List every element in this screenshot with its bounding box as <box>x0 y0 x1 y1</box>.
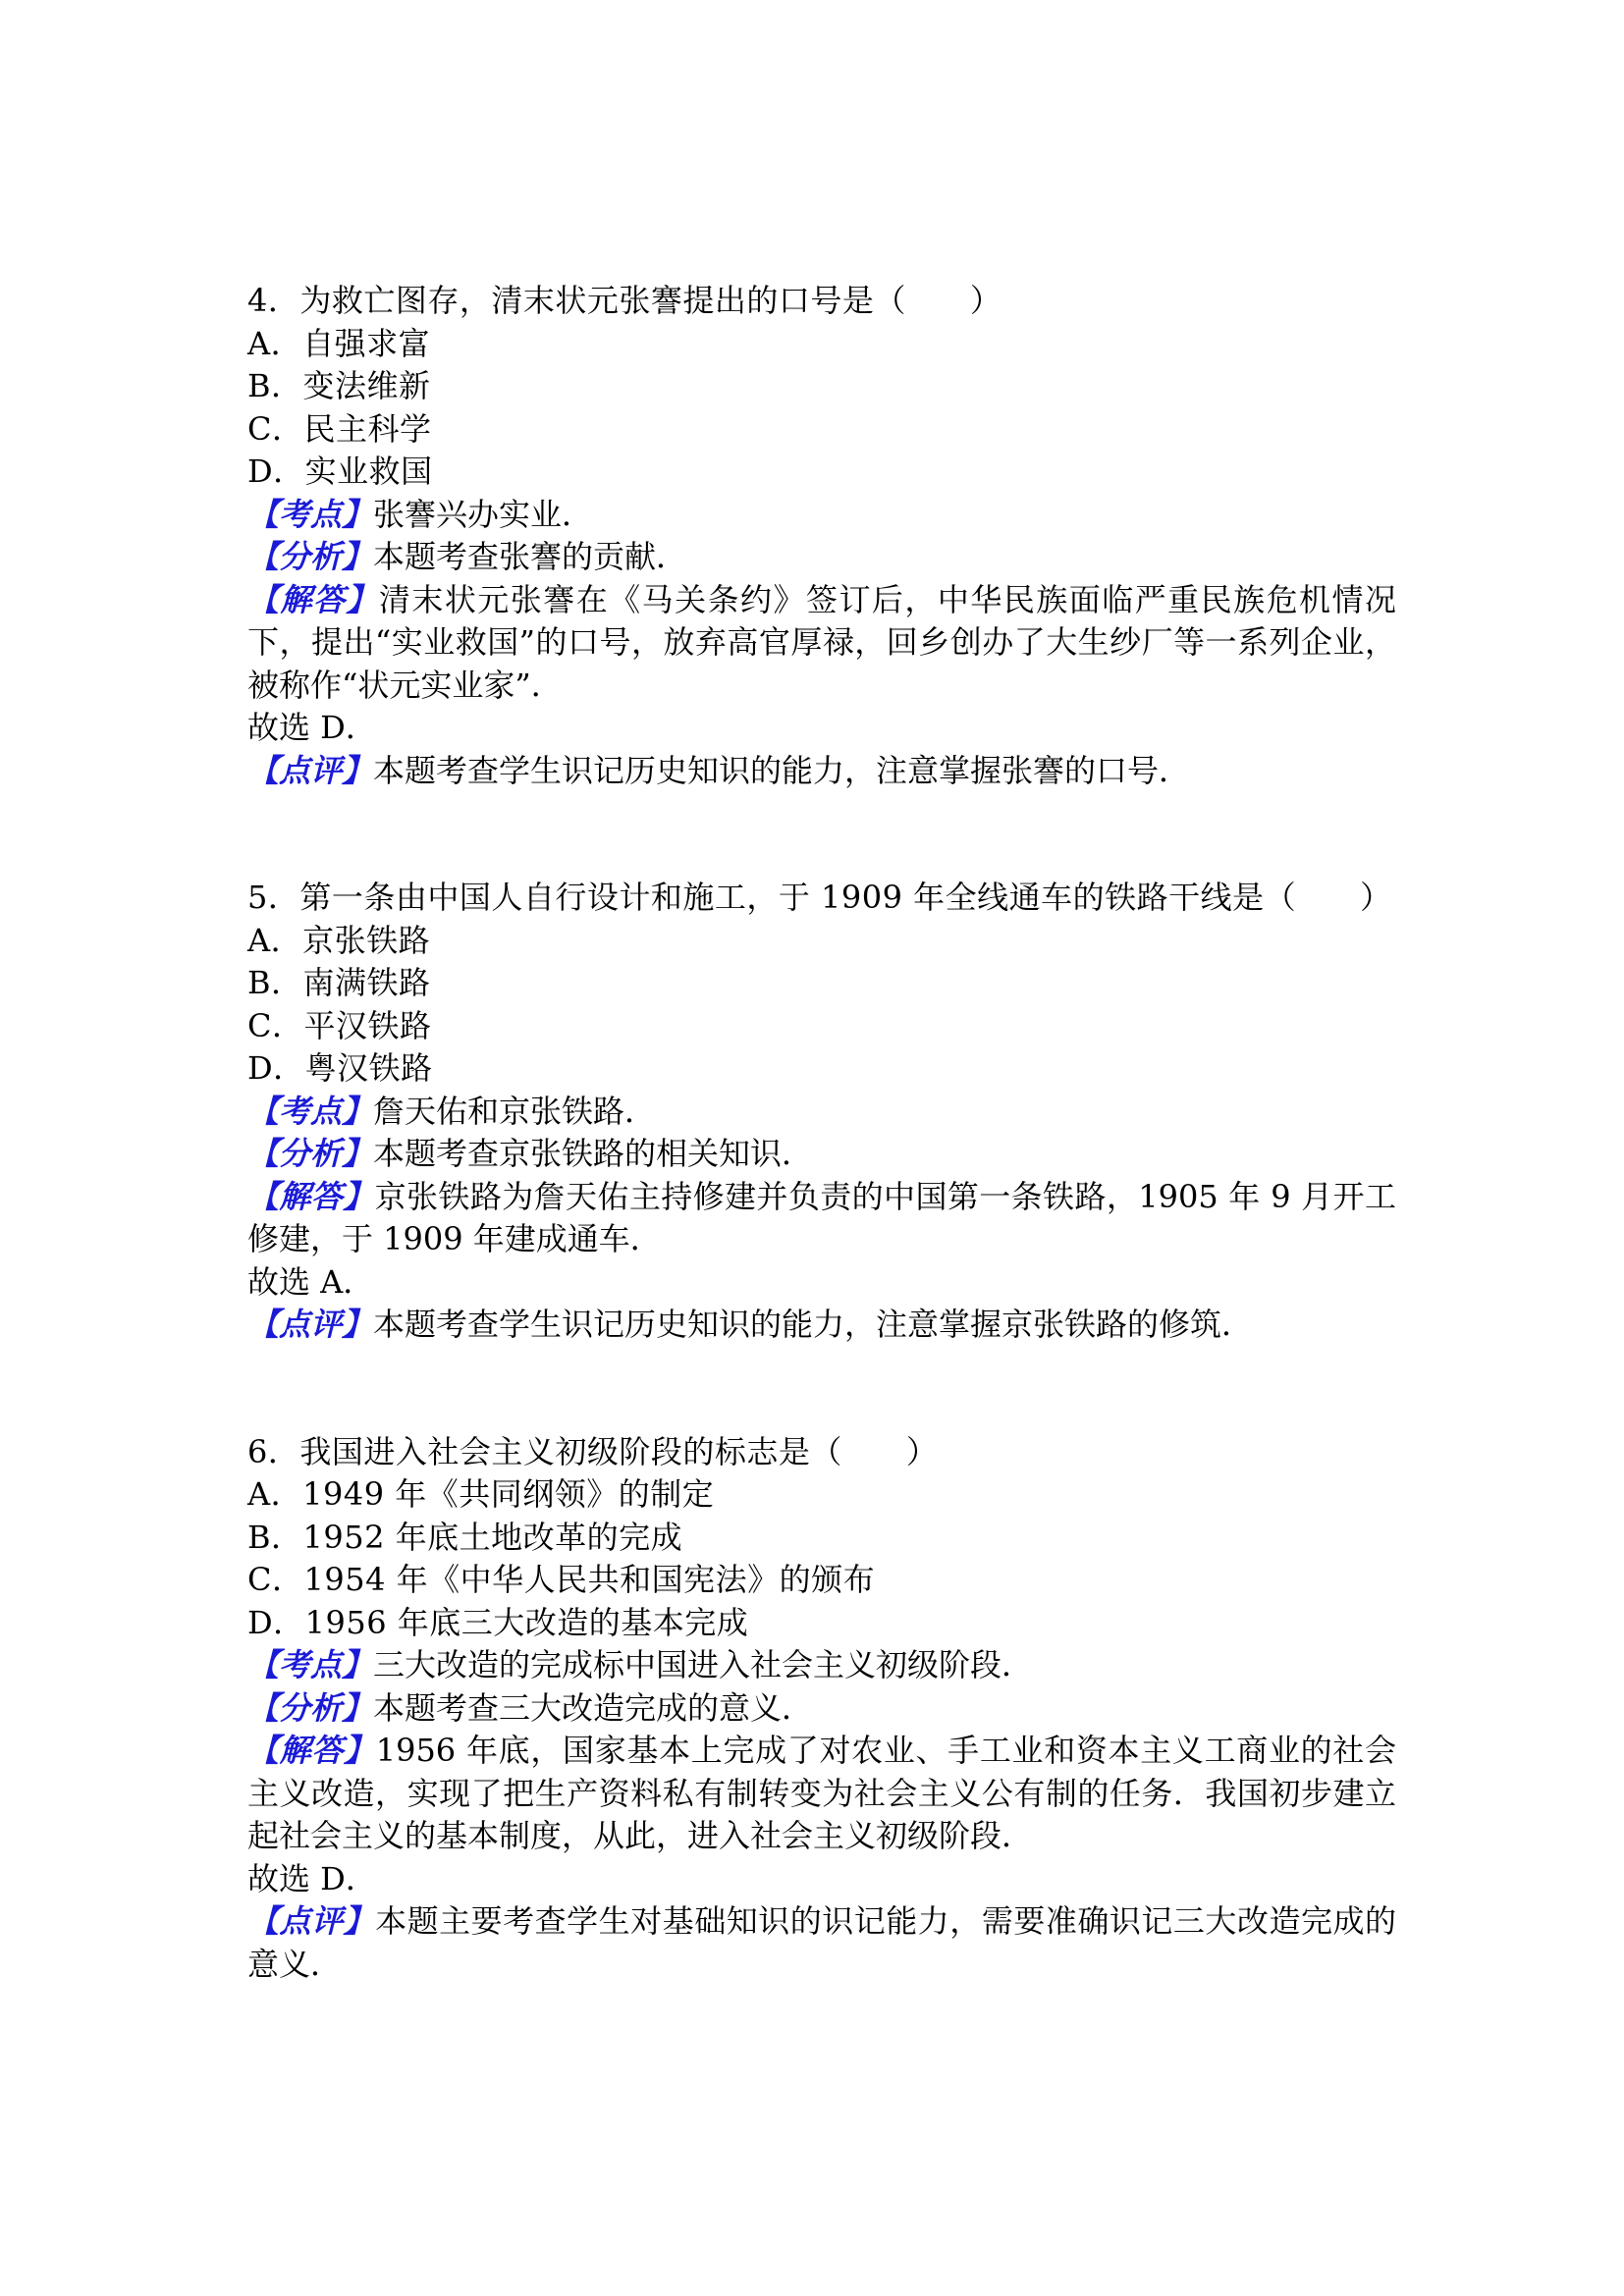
kaodian-text: 詹天佑和京张铁路． <box>373 1092 657 1130</box>
question-stem: 5．第一条由中国人自行设计和施工，于 1909 年全线通车的铁路干线是（ ） <box>247 879 1392 916</box>
jieda-text: 清末状元张謇在《马关条约》签订后，中华民族面临严重民族危机情况下，提出“实业救国”的口号，放弃高官厚禄，回乡创办了大生纱厂等一系列企业，被称作“状元实业家”． <box>247 580 1396 704</box>
jieda-section <box>247 1730 1396 1858</box>
kaodian-section <box>247 494 1396 537</box>
fenxi-label: 【分析】 <box>247 1135 374 1172</box>
option-a: A．自强求富 <box>247 324 431 362</box>
option-d: D．粤汉铁路 <box>247 1049 433 1087</box>
jieda-section <box>247 1176 1396 1261</box>
option-b: B．变法维新 <box>247 367 431 404</box>
kaodian-section <box>247 1644 1396 1687</box>
jieda-text: 京张铁路为詹天佑主持修建并负责的中国第一条铁路，1905 年 9 月开工修建，于 1909 年建成通车． <box>247 1177 1396 1257</box>
question-5 <box>247 877 1396 1347</box>
dianping-section <box>247 1900 1396 1986</box>
answer-line: 故选 A． <box>247 1262 375 1301</box>
option-d: D．实业救国 <box>247 453 433 490</box>
question-6 <box>247 1431 1396 1987</box>
dianping-label: 【点评】 <box>247 751 374 789</box>
dianping-text: 本题主要考查学生对基础知识的识记能力，需要准确识记三大改造完成的意义． <box>247 1902 1396 1983</box>
jieda-label: 【解答】 <box>247 1732 376 1769</box>
answer-line: 故选 D． <box>247 709 377 746</box>
question-stem: 6．我国进入社会主义初级阶段的标志是（ ） <box>247 1432 939 1470</box>
kaodian-section <box>247 1091 1396 1134</box>
kaodian-text: 张謇兴办实业． <box>373 495 594 533</box>
fenxi-label: 【分析】 <box>247 1688 374 1727</box>
dianping-section <box>247 750 1396 793</box>
fenxi-section <box>247 1133 1396 1176</box>
option-c: C．民主科学 <box>247 409 432 448</box>
jieda-label: 【解答】 <box>247 1177 375 1215</box>
question-4 <box>247 280 1396 792</box>
option-c: C．平汉铁路 <box>247 1006 432 1044</box>
option-b: B．南满铁路 <box>247 964 431 1001</box>
option-a: A．1949 年《共同纲领》的制定 <box>247 1475 715 1513</box>
fenxi-label: 【分析】 <box>247 538 374 575</box>
question-stem: 4．为救亡图存，清末状元张謇提出的口号是（ ） <box>247 282 1002 319</box>
fenxi-section <box>247 536 1396 579</box>
fenxi-section <box>247 1687 1396 1731</box>
option-a: A．京张铁路 <box>247 921 431 959</box>
jieda-label: 【解答】 <box>247 580 379 618</box>
kaodian-text: 三大改造的完成标中国进入社会主义初级阶段． <box>373 1646 1034 1683</box>
jieda-section <box>247 579 1396 708</box>
kaodian-label: 【考点】 <box>247 1092 374 1130</box>
dianping-label: 【点评】 <box>247 1306 374 1343</box>
dianping-section <box>247 1304 1396 1347</box>
jieda-text: 1956 年底，国家基本上完成了对农业、手工业和资本主义工商业的社会主义改造，实现了把生产资料私有制转变为社会主义公有制的任务．我国初步建立起社会主义的基本制度，从此，进入社会主义初级阶段． <box>247 1732 1396 1854</box>
kaodian-label: 【考点】 <box>247 1646 374 1683</box>
fenxi-text: 本题考查三大改造完成的意义． <box>373 1688 814 1727</box>
option-c: C．1954 年《中华人民共和国宪法》的颁布 <box>247 1561 876 1598</box>
dianping-label: 【点评】 <box>247 1902 376 1940</box>
document-page <box>247 280 1396 1986</box>
dianping-text: 本题考查学生识记历史知识的能力，注意掌握京张铁路的修筑． <box>373 1306 1254 1343</box>
answer-line: 故选 D． <box>247 1859 377 1897</box>
option-d: D．1956 年底三大改造的基本完成 <box>247 1603 749 1641</box>
option-b: B．1952 年底土地改革的完成 <box>247 1518 683 1556</box>
kaodian-label: 【考点】 <box>247 495 374 533</box>
fenxi-text: 本题考查京张铁路的相关知识． <box>373 1135 814 1172</box>
fenxi-text: 本题考查张謇的贡献． <box>373 538 688 575</box>
dianping-text: 本题考查学生识记历史知识的能力，注意掌握张謇的口号． <box>373 751 1191 789</box>
